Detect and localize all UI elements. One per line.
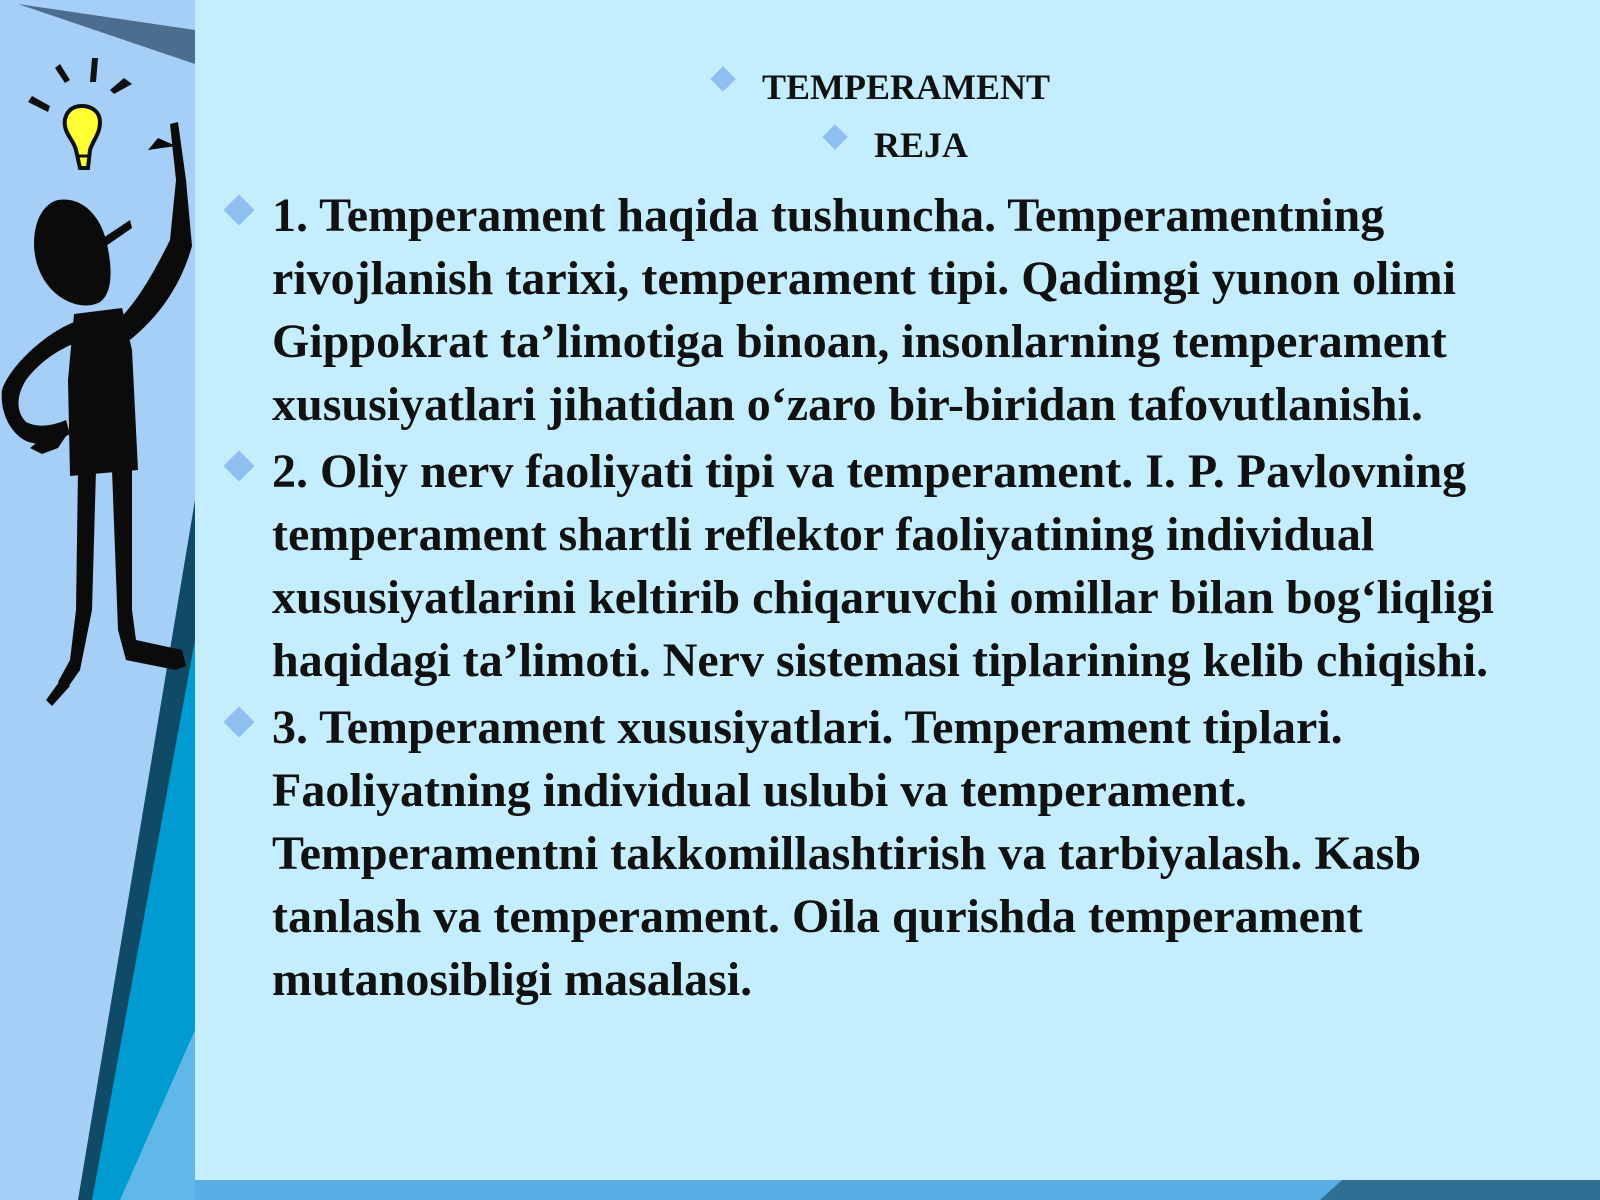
bullet-text: 2. Oliy nerv faoliyati tipi va temperament. I. P. Pavlovning temperament shartli reflektor faoliyatining individual xususiyatlarini keltirib chiqaruvchi omillar bilan bog‘liqligi haqidagi ta’limoti. Nerv sistemasi tiplarining kelib chiqishi. xyxy=(272,445,1494,687)
bullet-text: 1. Temperament haqida tushuncha. Temperamentning rivojlanish tarixi, temperament tipi. Qadimgi yunon olimi Gippokrat ta’limotiga binoan, insonlarning temperament xususiyatlari jihatidan o‘zaro bir-biridan tafovutlanishi. xyxy=(272,189,1456,431)
list-item xyxy=(220,184,1580,436)
diamond-bullet-icon xyxy=(822,124,847,149)
diamond-bullet-icon xyxy=(710,66,735,91)
diamond-bullet-icon xyxy=(223,706,254,737)
idea-stick-figure-icon xyxy=(0,50,200,730)
bottom-right-wedge-shape xyxy=(1320,1180,1600,1200)
idea-rays-icon xyxy=(28,58,132,112)
slide-title: TEMPERAMENT xyxy=(762,67,1050,107)
list-item xyxy=(220,440,1580,692)
plan-bullet-list xyxy=(220,184,1580,1015)
slide-subtitle-line xyxy=(826,124,968,166)
diamond-bullet-icon xyxy=(223,194,254,225)
lightbulb-icon xyxy=(65,106,100,168)
list-item xyxy=(220,696,1580,1011)
slide-title-line xyxy=(714,66,1050,108)
bullet-text: 3. Temperament xususiyatlari. Temperament tiplari. Faoliyatning individual uslubi va temperament. Temperamentni takkomillashtirish va tarbiyalash. Kasb tanlash va temperament. Oila qurishda temperament mutanosibligi masalasi. xyxy=(272,701,1422,1006)
slide-subtitle: REJA xyxy=(874,125,969,165)
diamond-bullet-icon xyxy=(223,450,254,481)
